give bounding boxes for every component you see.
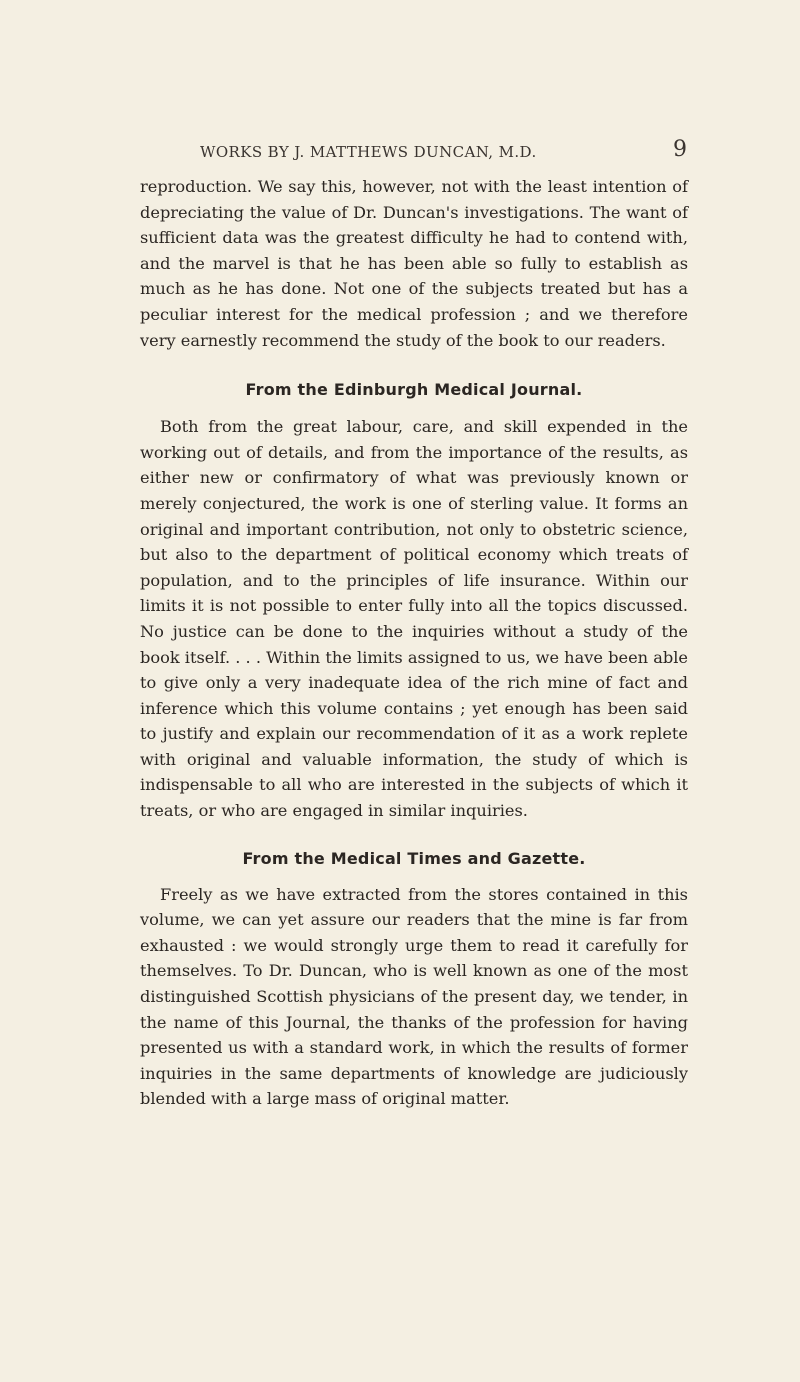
page-text [140,174,688,1112]
running-head: WORKS BY J. MATTHEWS DUNCAN, M.D. [200,143,537,161]
medical-times-review-paragraph: Freely as we have extracted from the stores contained in this volume, we can yet assure our readers that the mine is far from exhausted : we would strongly urge them to read it carefully for themselves. To Dr. Duncan, who is well known as one of the most distinguished Scottish physicians of the present day, we tender, in the name of this Journal, the thanks of the profession for having presented us with a standard work, in which the results of former inquiries in the same departments of knowledge are judiciously blended with a large mass of original matter. [140,884,688,1109]
section-heading-medical-times: From the Medical Times and Gazette. [242,848,586,868]
continuation-paragraph: reproduction. We say this, however, not with the least intention of depreciating the value of Dr. Duncan's investigations. The want of sufficient data was the greatest difficulty he had to contend with, and the marvel is that he has been able so fully to establish as much as he has done. Not one of the subjects treated but has a peculiar interest for the medical profession ; and we therefore very earnestly recommend the study of the book to our readers. [140,177,688,350]
page-number: 9 [673,137,687,162]
edinburgh-review-paragraph: Both from the great labour, care, and skill expended in the working out of details, and from the importance of the results, as either new or confirmatory of what was previously known or merely conjectured, the work is one of sterling value. It forms an original and important contribution, not only to obstetric science, but also to the department of political economy which treats of population, and to the principles of life insurance. Within our limits it is not possible to enter fully into all the topics discussed. No justice can be done to the inquiries without a study of the book itself. . . . Within the limits assigned to us, we have been able to give only a very inadequate idea of the rich mine of fact and inference which this volume contains ; yet enough has been said to justify and explain our recommendation of it as a work replete with original and valuable information, the study of which is indispensable to all who are interested in the subjects of which it treats, or who are engaged in similar inquiries. [140,417,688,821]
section-heading-edinburgh: From the Edinburgh Medical Journal. [245,380,583,400]
